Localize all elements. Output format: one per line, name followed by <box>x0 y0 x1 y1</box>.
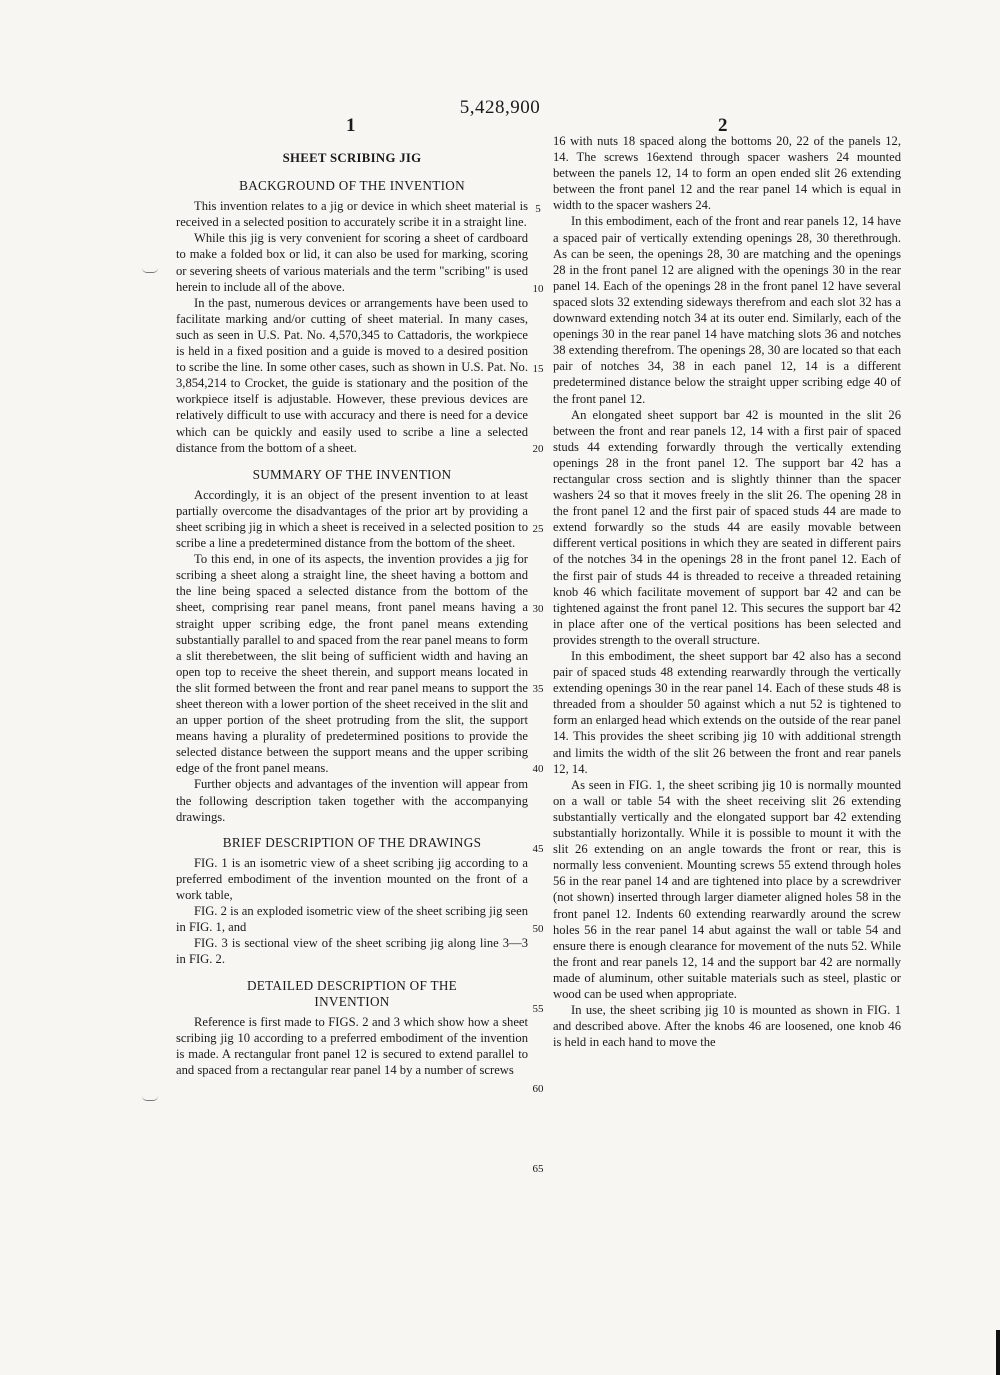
punch-hole-mark <box>142 1096 158 1101</box>
line-number: 45 <box>532 843 544 855</box>
scan-edge-shadow <box>996 1330 1000 1375</box>
detailed-heading-line2: INVENTION <box>314 993 390 1009</box>
paragraph: FIG. 2 is an exploded isometric view of the sheet scribing jig seen in FIG. 1, and <box>176 904 528 935</box>
paragraph: An elongated sheet support bar 42 is mounted in the slit 26 between the front and rear panels 12, 14 with a first pair of spaced studs 44 extending forwardly through the vertically extending openings 28 in the front panel 12. The support bar 42 has a rectangular cross section and is slightly thinner than the spacer washers 24 so that it moves freely in the slit 26. The opening 28 in the front panel 12 and the first pair of spaced studs 44 are made to extend forwardly so the studs 44 are easily movable between different vertical positions in which they are seated in different pairs of the notches 34 in the openings 28 in the front panel 12. Each of the first pair of studs 44 is threaded to receive a threaded retaining knob 46 which facilitate movement of support bar 42 and can be tightened against the front panel 12. This secures the support bar 42 in place after one of the vertical positions has been selected and provides strength to the overall structure. <box>553 407 901 647</box>
column-number-left: 1 <box>346 115 356 136</box>
paragraph: FIG. 3 is sectional view of the sheet scribing jig along line 3—3 in FIG. 2. <box>176 936 528 967</box>
punch-hole-mark <box>142 268 158 273</box>
paragraph: To this end, in one of its aspects, the invention provides a jig for scribing a sheet along a straight line, the sheet having a bottom and the line being spaced a selected distance from the bottom of the sheet, comprising rear panel means, front panel means having a straight upper scribing edge, the front panel means extending substantially parallel to and spaced from the rear panel means to form a slit therebetween, the slit being of sufficient width and having an open top to receive the sheet therein, and support means located in the slit formed between the front and rear panel means to support the sheet thereon with a lower portion of the sheet received in the slit and an upper portion of the sheet protruding from the slit, the support means having a plurality of predetermined positions to provide the selected distance between the support means and the upper scribing edge of the front panel means. <box>176 552 528 776</box>
left-column <box>176 150 528 1078</box>
line-number: 10 <box>532 283 544 295</box>
detailed-description-heading <box>176 978 528 1010</box>
paragraph: Accordingly, it is an object of the present invention to at least partially overcome the disadvantages of the prior art by providing a sheet scribing jig in which a sheet is received in a selected position to scribe a line a predetermined distance from the bottom of the sheet. <box>176 487 528 551</box>
detailed-heading-line1: DETAILED DESCRIPTION OF THE <box>246 977 458 993</box>
column-number-right: 2 <box>718 115 728 136</box>
summary-heading: SUMMARY OF THE INVENTION <box>252 466 452 482</box>
right-column <box>553 133 901 1050</box>
line-number: 5 <box>535 203 541 215</box>
line-number: 20 <box>532 443 544 455</box>
line-number: 60 <box>532 1083 544 1095</box>
paragraph: In the past, numerous devices or arrangements have been used to facilitate marking and/or cutting of sheet material. In many cases, such as seen in U.S. Pat. No. 4,570,345 to Cattadoris, the workpiece is held in a fixed position and a guide is moved to a desired position to scribe the line. In some other cases, such as shown in U.S. Pat. No. 3,854,214 to Crocket, the guide is stationary and the position of the workpiece itself is adjustable. However, these previous devices are relatively difficult to use with accuracy and there is need for a device which can be quickly and easily used to scribe a line a selected distance from the bottom of a sheet. <box>176 295 528 455</box>
patent-number: 5,428,900 <box>459 97 541 118</box>
paragraph: While this jig is very convenient for scoring a sheet of cardboard to make a folded box or lid, it can also be used for marking, scoring or severing sheets of various materials and the term "scribing" is used herein to include all of the above. <box>176 231 528 294</box>
line-number: 35 <box>532 683 544 695</box>
document-title: SHEET SCRIBING JIG <box>282 151 422 165</box>
background-heading: BACKGROUND OF THE INVENTION <box>239 178 465 194</box>
paragraph: FIG. 1 is an isometric view of a sheet scribing jig according to a preferred embodiment of the invention mounted on the front of a work table, <box>176 855 528 903</box>
line-number: 65 <box>532 1163 544 1175</box>
paragraph: Reference is first made to FIGS. 2 and 3 which show how a sheet scribing jig 10 according to a preferred embodiment of the invention is made. A rectangular front panel 12 is secured to extend parallel to and spaced from a rectangular rear panel 14 by a number of screws <box>176 1014 528 1077</box>
paragraph: In use, the sheet scribing jig 10 is mounted as shown in FIG. 1 and described above. After the knobs 46 are loosened, one knob 46 is held in each hand to move the <box>553 1003 901 1050</box>
paragraph: Further objects and advantages of the invention will appear from the following description taken together with the accompanying drawings. <box>176 777 528 824</box>
line-number: 50 <box>532 923 544 935</box>
brief-description-heading: BRIEF DESCRIPTION OF THE DRAWINGS <box>222 834 482 850</box>
paragraph: As seen in FIG. 1, the sheet scribing jig 10 is normally mounted on a wall or table 54 with the sheet receiving slit 26 extending substantially vertically and the elongated support bar 42 extending substantially horizontally. While it is possible to mount it with the slit 26 extending on an angle towards the front or rear, this is normally less convenient. Mounting screws 55 extend through holes 56 in the rear panel 14 and are tightened into place by a screwdriver (not shown) inserted through larger diameter aligned holes 58 in the front panel 12. Indents 60 extending rearwardly around the screw holes 56 in the rear panel 14 abut against the wall or table 54 and ensure there is enough clearance for movement of the nuts 52. While the front and rear panels 12, 14 and the support bar 42 are normally made of aluminum, other suitable materials such as steel, plastic or wood can be used when appropriate. <box>553 777 901 1001</box>
line-number: 40 <box>532 763 544 775</box>
paragraph: In this embodiment, each of the front and rear panels 12, 14 have a spaced pair of vertically extending openings 28, 30 therethrough. As can be seen, the openings 28, 30 are matching and the openings 28 in the front panel 12 are aligned with the openings 30 in the rear panel 14. Each of the openings 28 in the front panel 12 have several spaced slots 32 extending sideways therefrom and each slot 32 has a downward extending notch 34 at its outer end. Similarly, each of the openings 30 in the rear panel 14 have matching slots 36 and notches 38 extending therefrom. The openings 28, 30 are located so that each pair of notches 34, 38 in each panel 12, 14 is a different predetermined distance below the straight upper scribing edge 40 of the front panel 12. <box>553 214 901 406</box>
line-number: 25 <box>532 523 544 535</box>
line-number: 15 <box>532 363 544 375</box>
line-number: 55 <box>532 1003 544 1015</box>
line-number: 30 <box>532 603 544 615</box>
paragraph: 16 with nuts 18 spaced along the bottoms 20, 22 of the panels 12, 14. The screws 16extend through spacer washers 24 mounted between the panels 12, 14 to form an open ended slit 26 extending between the front panel 12 and the rear panel 14 which is equal in width to the spacer washers 24. <box>553 134 901 213</box>
paragraph: In this embodiment, the sheet support bar 42 also has a second pair of spaced studs 48 extending rearwardly through the vertically extending openings 30 in the rear panel 14. Each of these studs 48 is threaded from a shoulder 50 against which a nut 52 is tightened to form an enlarged head which extends on the outside of the rear panel 14. This provides the sheet scribing jig 10 with additional strength and limits the width of the slit 26 between the front and rear panels 12, 14. <box>553 649 901 776</box>
paragraph: This invention relates to a jig or device in which sheet material is received in a selected position to accurately scribe it in a straight line. <box>176 199 528 230</box>
